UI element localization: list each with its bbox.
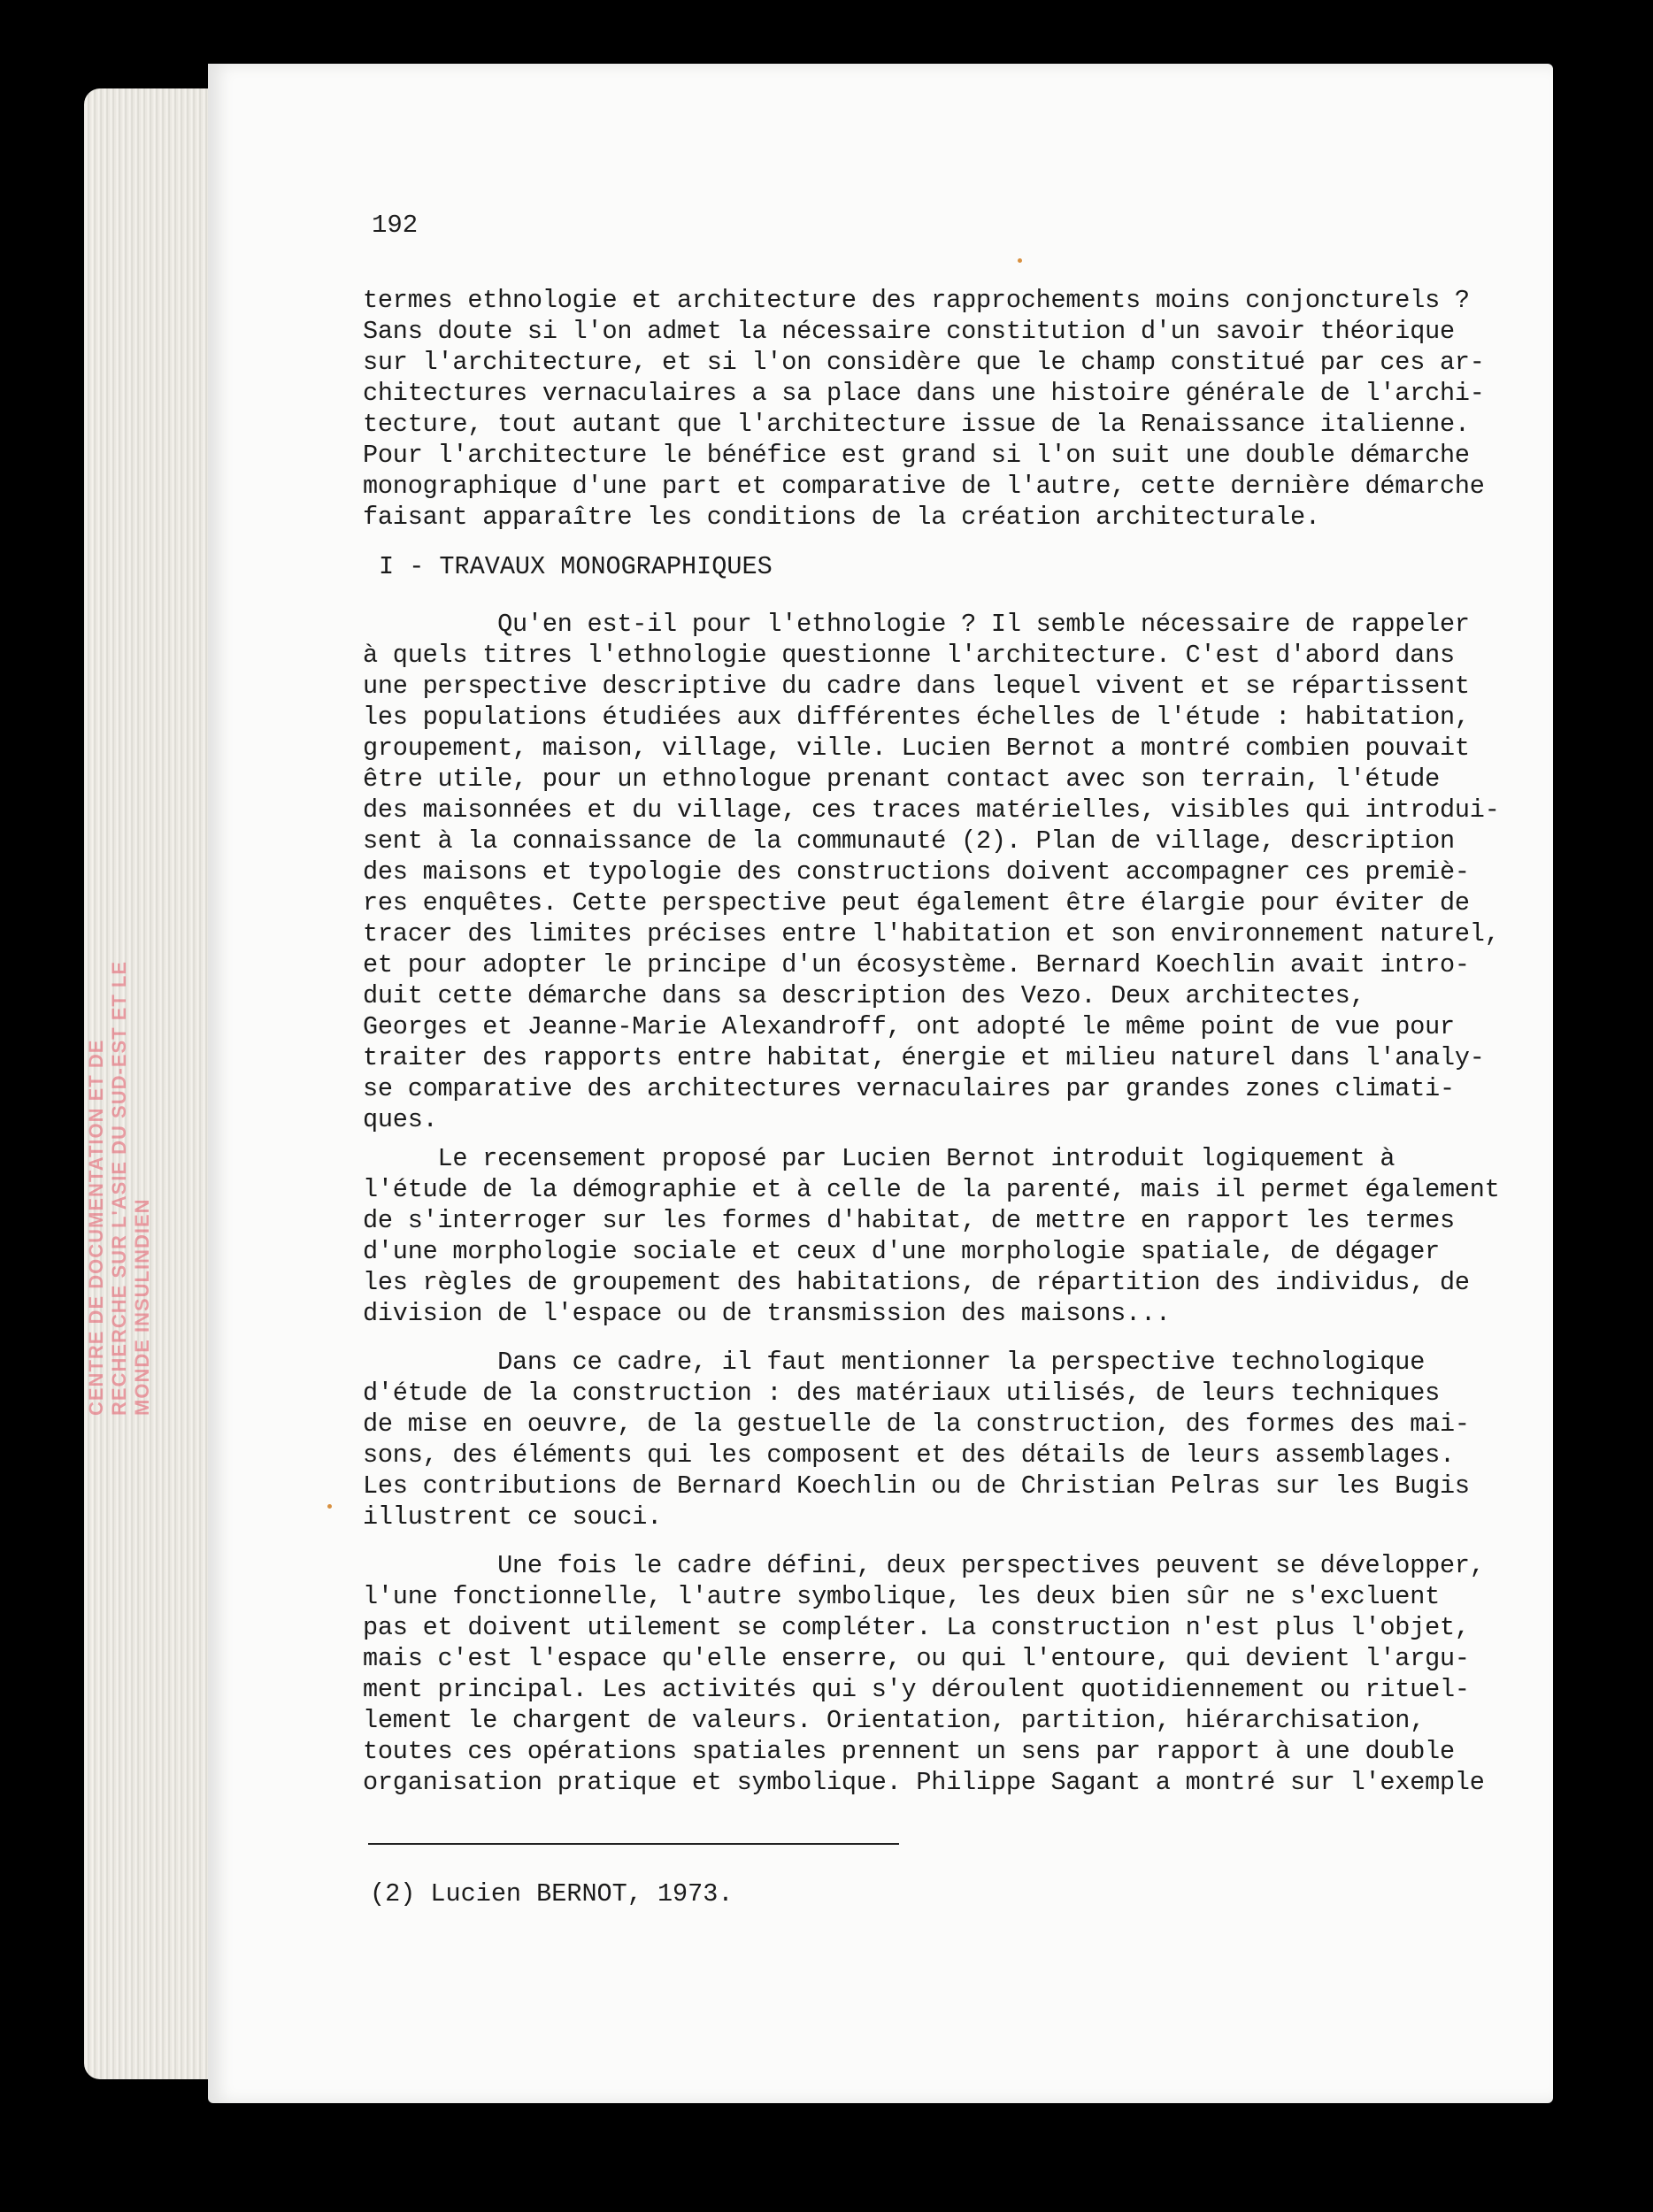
text-line: les populations étudiées aux différentes échelles de l'étude : habitation, [363,703,1470,732]
paragraph-ethnologie [363,609,1500,1135]
text-line: Une fois le cadre défini, deux perspectives peuvent se développer, [363,1551,1485,1580]
text-line: de mise en oeuvre, de la gestuelle de la construction, des formes des mai- [363,1409,1470,1439]
text-line: sons, des éléments qui les composent et des détails de leurs assemblages. [363,1440,1455,1470]
text-line: Sans doute si l'on admet la nécessaire constitution d'un savoir théorique [363,317,1455,346]
text-line: chitectures vernaculaires a sa place dans une histoire générale de l'archi- [363,379,1485,408]
text-line: sent à la connaissance de la communauté (2). Plan de village, description [363,826,1455,856]
text-line: Les contributions de Bernard Koechlin ou de Christian Pelras sur les Bugis [363,1471,1470,1501]
text-line: tracer des limites précises entre l'habitation et son environnement naturel, [363,919,1500,949]
text-line: monographique d'une part et comparative de l'autre, cette dernière démarche [363,472,1485,501]
text-line: termes ethnologie et architecture des rapprochements moins conjoncturels ? [363,286,1470,315]
text-line: d'étude de la construction : des matériaux utilisés, de leurs techniques [363,1379,1441,1408]
footnote: (2) Lucien BERNOT, 1973. [370,1879,734,1909]
text-line: duit cette démarche dans sa description des Vezo. Deux architectes, [363,981,1365,1010]
text-line: traiter des rapports entre habitat, énergie et milieu naturel dans l'analy- [363,1043,1485,1072]
text-line: Qu'en est-il pour l'ethnologie ? Il semble nécessaire de rappeler [363,610,1470,639]
text-line: Dans ce cadre, il faut mentionner la perspective technologique [363,1348,1426,1377]
text-line: faisant apparaître les conditions de la création architecturale. [363,503,1320,532]
text-line: Le recensement proposé par Lucien Bernot introduit logiquement à [363,1144,1395,1173]
text-line: être utile, pour un ethnologue prenant contact avec son terrain, l'étude [363,764,1441,794]
paragraph-perspectives [363,1550,1485,1798]
text-line: et pour adopter le principe d'un écosystème. Bernard Koechlin avait intro- [363,950,1470,979]
text-line: Georges et Jeanne-Marie Alexandroff, ont adopté le même point de vue pour [363,1012,1455,1041]
text-line: illustrent ce souci. [363,1502,663,1532]
text-line: mais c'est l'espace qu'elle enserre, ou qui l'entoure, qui devient l'argu- [363,1644,1470,1673]
text-line: ment principal. Les activités qui s'y déroulent quotidiennement ou rituel- [363,1675,1470,1704]
text-line: ques. [363,1105,438,1134]
text-line: l'une fonctionnelle, l'autre symbolique, les deux bien sûr ne s'excluent [363,1582,1441,1611]
text-line: d'une morphologie sociale et ceux d'une morphologie spatiale, de dégager [363,1237,1441,1266]
text-line: les règles de groupement des habitations, de répartition des individus, de [363,1268,1470,1297]
text-line: Pour l'architecture le bénéfice est grand si l'on suit une double démarche [363,441,1470,470]
text-line: organisation pratique et symbolique. Philippe Sagant a montré sur l'exemple [363,1768,1485,1797]
text-line: res enquêtes. Cette perspective peut également être élargie pour éviter de [363,888,1470,918]
text-line: pas et doivent utilement se compléter. La construction n'est plus l'objet, [363,1613,1470,1642]
library-stamp: CENTRE DE DOCUMENTATION ET DE RECHERCHE SUR L'ASIE DU SUD-EST ET LE MONDE INSULINDIEN [85,960,153,1416]
intro-paragraph [363,285,1485,533]
text-line: sur l'architecture, et si l'on considère que le champ constitué par ces ar- [363,348,1485,377]
section-heading: I - TRAVAUX MONOGRAPHIQUES [379,552,773,581]
text-line: groupement, maison, village, ville. Lucien Bernot a montré combien pouvait [363,733,1470,763]
text-line: à quels titres l'ethnologie questionne l'architecture. C'est d'abord dans [363,641,1455,670]
text-line: des maisons et typologie des constructions doivent accompagner ces premiè- [363,857,1470,887]
text-line: toutes ces opérations spatiales prennent un sens par rapport à une double [363,1737,1455,1766]
text-line: tecture, tout autant que l'architecture issue de la Renaissance italienne. [363,410,1470,439]
paragraph-construction [363,1347,1478,1532]
text-line: l'étude de la démographie et à celle de la parenté, mais il permet également [363,1175,1500,1204]
text-line: division de l'espace ou de transmission des maisons... [363,1299,1171,1328]
text-line: lement le chargent de valeurs. Orientation, partition, hiérarchisation, [363,1706,1426,1735]
text-line: de s'interroger sur les formes d'habitat, de mettre en rapport les termes [363,1206,1455,1235]
footnote-divider [368,1843,899,1845]
paper-speck [1018,258,1022,263]
text-line: se comparative des architectures vernaculaires par grandes zones climati- [363,1074,1455,1103]
paragraph-recensement [363,1143,1500,1329]
text-line: une perspective descriptive du cadre dans lequel vivent et se répartissent [363,672,1470,701]
page-number: 192 [372,211,419,240]
paper-speck [327,1504,332,1509]
text-line: des maisonnées et du village, ces traces matérielles, visibles qui introdui- [363,795,1500,825]
